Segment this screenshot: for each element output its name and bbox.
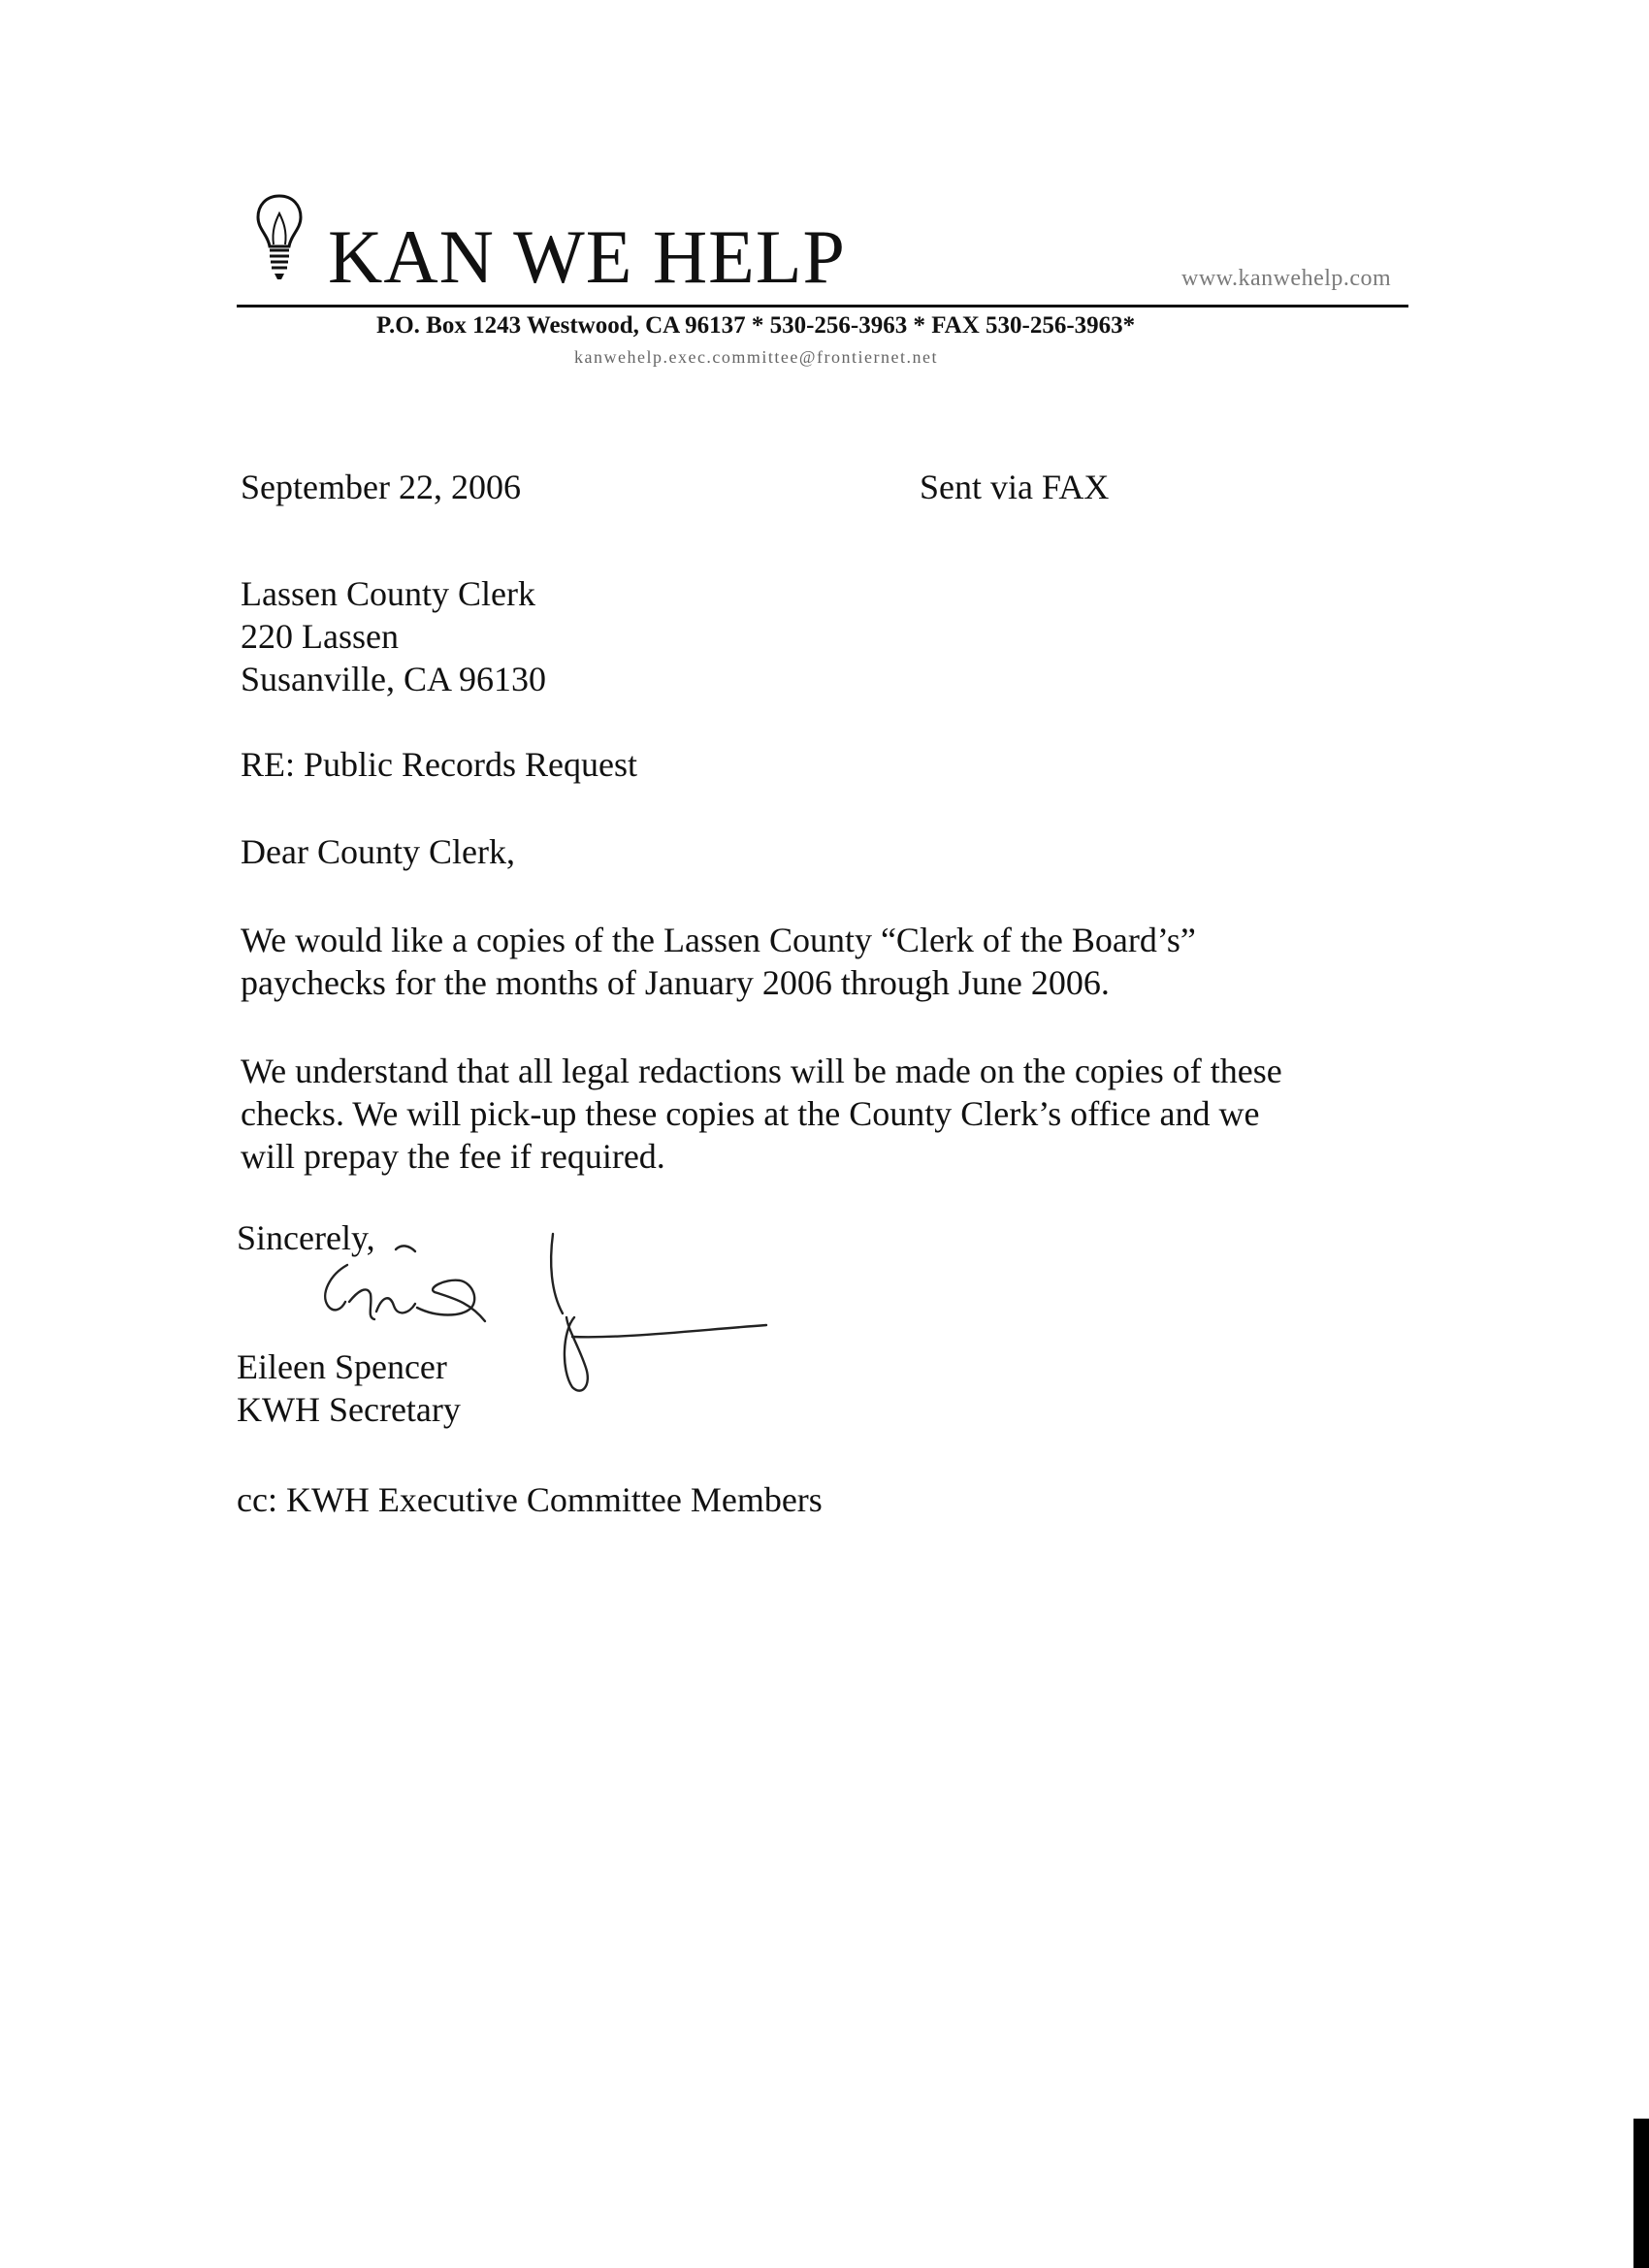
- recipient-line: Susanville, CA 96130: [241, 660, 547, 698]
- lightbulb-icon: [254, 192, 305, 285]
- website-url: www.kanwehelp.com: [1181, 266, 1392, 291]
- closing: Sincerely,: [237, 1218, 375, 1257]
- cc-line: cc: KWH Executive Committee Members: [237, 1480, 823, 1519]
- salutation: Dear County Clerk,: [241, 832, 515, 871]
- letterhead-divider: [237, 305, 1408, 308]
- body-paragraph: [241, 1050, 1282, 1178]
- scan-edge-mark: [1633, 2119, 1649, 2268]
- signer-title: KWH Secretary: [237, 1390, 461, 1429]
- letterhead-address: P.O. Box 1243 Westwood, CA 96137 * 530-256-3963 * FAX 530-256-3963*: [376, 312, 1136, 339]
- recipient-address: [241, 572, 546, 700]
- letter-date: September 22, 2006: [241, 468, 521, 506]
- paragraph-line: We understand that all legal redactions will be made on the copies of these: [241, 1052, 1282, 1090]
- recipient-line: 220 Lassen: [241, 617, 399, 656]
- paragraph-line: paychecks for the months of January 2006 through June 2006.: [241, 963, 1110, 1002]
- paragraph-line: will prepay the fee if required.: [241, 1137, 665, 1176]
- signer-block: [237, 1345, 461, 1431]
- signer-name: Eileen Spencer: [237, 1347, 447, 1386]
- paragraph-line: We would like a copies of the Lassen County “Clerk of the Board’s”: [241, 921, 1196, 959]
- paragraph-line: checks. We will pick-up these copies at the County Clerk’s office and we: [241, 1094, 1260, 1133]
- organization-name: KAN WE HELP: [328, 214, 846, 299]
- delivery-method: Sent via FAX: [920, 468, 1110, 506]
- subject-line: RE: Public Records Request: [241, 745, 637, 784]
- recipient-line: Lassen County Clerk: [241, 574, 535, 613]
- body-paragraph: [241, 919, 1196, 1004]
- letterhead-email: kanwehelp.exec.committee@frontiernet.net: [574, 347, 938, 367]
